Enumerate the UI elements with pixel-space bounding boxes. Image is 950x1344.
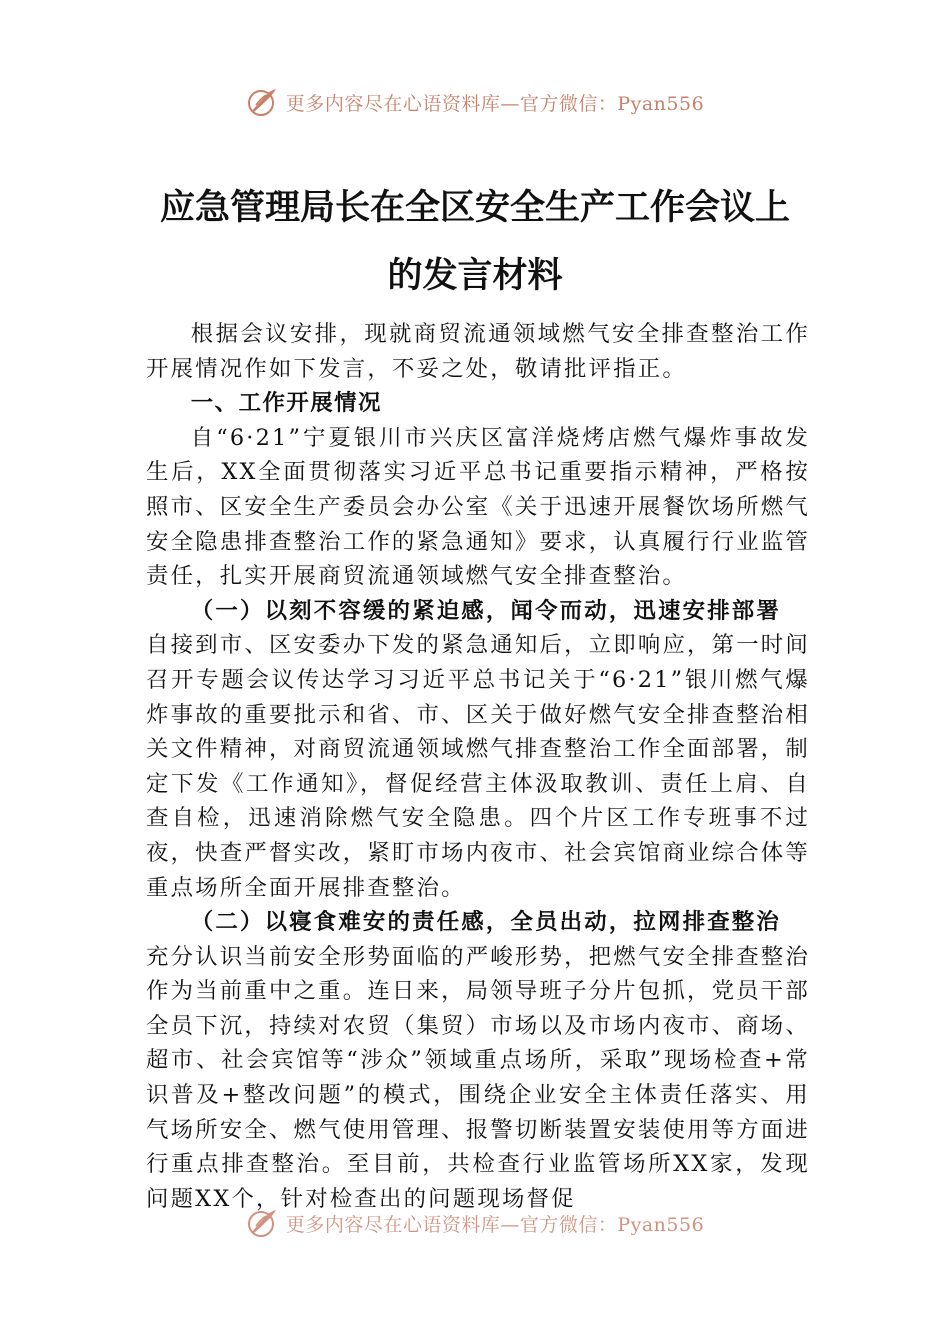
document-title-line2: 的发言材料 <box>387 256 563 296</box>
subsection1-heading: （一）以刻不容缓的紧迫感，闻令而动，迅速安排部署 <box>190 597 781 624</box>
subsection2-heading: （二）以寝食难安的责任感，全员出动，拉网排查整治 <box>190 909 781 936</box>
document-title-line1: 应急管理局长在全区安全生产工作会议上 <box>159 188 790 228</box>
section1-heading: 一、工作开展情况 <box>190 390 382 417</box>
subsection2-paragraph: 充分认识当前安全形势面临的严峻形势，把燃气安全排查整治作为当前重中之重。连日来，局领导班子分片包抓，党员干部全员下沉，持续对农贸（集贸）市场以及市场内夜市、商场、超市、社会宾馆等“涉众”领域重点场所，采取”现场检查+常识普及+整改问题”的模式，围绕企业安全主体责任落实、用气场所安全、燃气使用管理、报警切断装置安装使用等方面进行重点排查整治。至目前，共检查行业监管场所XX家，发现问题XX个，针对检查出的问题现场督促 <box>146 943 810 1212</box>
brush-logo-icon <box>246 85 280 119</box>
subsection1-paragraph: 自接到市、区安委办下发的紧急通知后，立即响应，第一时间召开专题会议传达学习习近平总书记关于“6·21”银川燃气爆炸事故的重要批示和省、市、区关于做好燃气安全排查整治相关文件精神，对商贸流通领域燃气排查整治工作全面部署，制定下发《工作通知》，督促经营主体汲取教训、责任上肩、自查自检，迅速消除燃气安全隐患。四个片区工作专班事不过夜，快查严督实改，紧盯市场内夜市、社会宾馆商业综合体等重点场所全面开展排查整治。 <box>146 632 810 901</box>
watermark-text: 更多内容尽在心语资料库—官方微信：Pyan556 <box>285 92 705 115</box>
document-body <box>146 317 810 1216</box>
watermark-footer <box>0 1203 950 1243</box>
intro-paragraph: 根据会议安排，现就商贸流通领域燃气安全排查整治工作开展情况作如下发言，不妥之处，敬请批评指正。 <box>146 321 810 382</box>
watermark-header <box>0 82 950 122</box>
section1-paragraph: 自“6·21”宁夏银川市兴庆区富洋烧烤店燃气爆炸事故发生后，XX全面贯彻落实习近平总书记重要指示精神，严格按照市、区安全生产委员会办公室《关于迅速开展餐饮场所燃气安全隐患排查整治工作的紧急通知》要求，认真履行行业监管责任，扎实开展商贸流通领域燃气安全排查整治。 <box>146 424 810 590</box>
brush-logo-icon <box>246 1206 280 1240</box>
watermark-text: 更多内容尽在心语资料库—官方微信：Pyan556 <box>285 1213 705 1236</box>
